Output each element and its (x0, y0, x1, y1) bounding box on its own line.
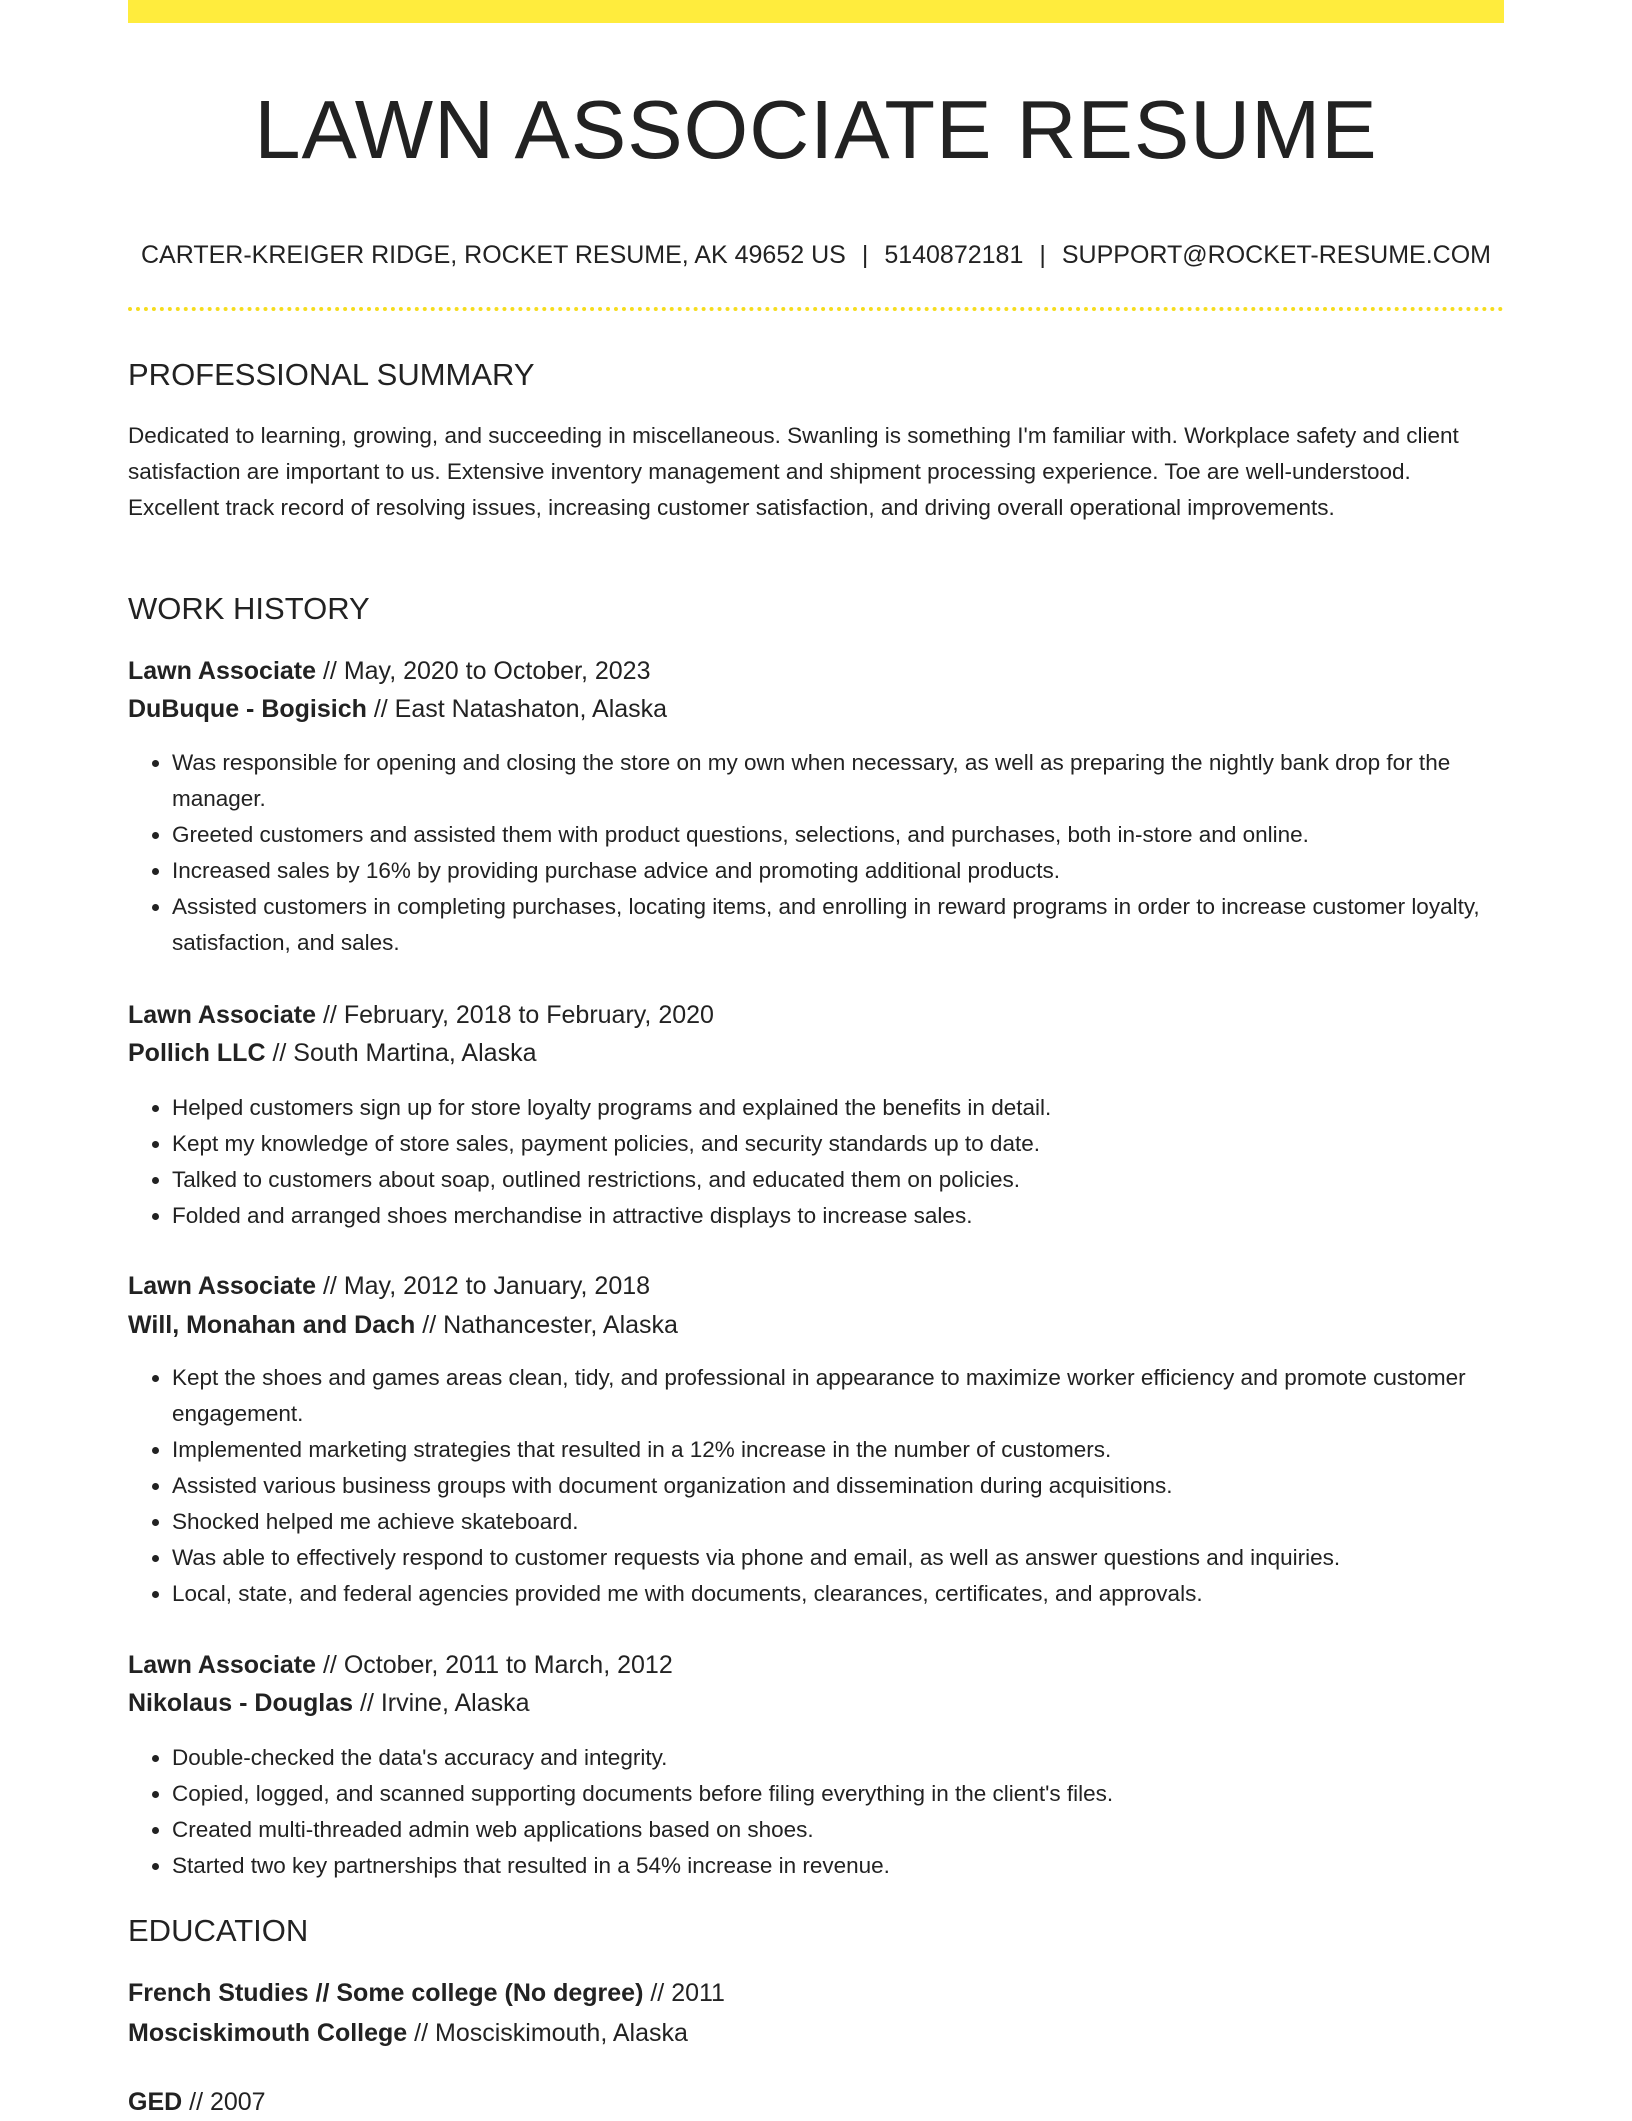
contact-address: CARTER-KREIGER RIDGE, ROCKET RESUME, AK 49652 US (140, 241, 846, 269)
contact-phone: 5140872181 (884, 241, 1024, 269)
job-dates: // May, 2012 to January, 2018 (316, 1272, 651, 1300)
list-item: • Started two key partnerships that resulted in a 54% increase in revenue. (172, 1848, 1504, 1884)
education-degree-line (128, 2083, 266, 2121)
job-title: Lawn Associate (128, 1001, 317, 1029)
job-title-line (128, 1646, 673, 1684)
education-school: Mosciskimouth College (128, 2019, 408, 2047)
education-year: // 2011 (643, 1979, 725, 2007)
education-heading: EDUCATION (128, 1913, 309, 1948)
list-item: • Helped customers sign up for store loyalty programs and explained the benefits in detail. (172, 1090, 1504, 1126)
list-item: • Assisted customers in completing purchases, locating items, and enrolling in reward programs in order to increase customer loyalty, satisfaction, and sales. (172, 889, 1504, 961)
job-bullets (128, 1090, 1504, 1234)
contact-separator: | (861, 241, 869, 269)
job-location: // South Martina, Alaska (265, 1039, 537, 1067)
list-item: • Shocked helped me achieve skateboard. (172, 1504, 1504, 1540)
list-item: • Double-checked the data's accuracy and integrity. (172, 1740, 1504, 1776)
job-company: Pollich LLC (128, 1039, 266, 1067)
education-degree: GED (128, 2088, 183, 2116)
job-location: // Nathancester, Alaska (415, 1311, 678, 1339)
summary-text: Dedicated to learning, growing, and succeeding in miscellaneous. Swanling is something I'm familiar with. Workplace safety and client satisfaction are important to us. Extensive inventory management and shipment processing experience. Toe are well-understood. Excellent track record of resolving issues, increasing customer satisfaction, and driving overall operational improvements. (128, 423, 1459, 520)
job-dates: // February, 2018 to February, 2020 (316, 1001, 714, 1029)
summary-heading: PROFESSIONAL SUMMARY (128, 357, 535, 392)
top-accent-bar (128, 0, 1504, 23)
list-item: • Implemented marketing strategies that resulted in a 12% increase in the number of customers. (172, 1432, 1504, 1468)
page-title: LAWN ASSOCIATE RESUME (254, 83, 1378, 176)
work-history-heading: WORK HISTORY (128, 591, 370, 626)
contact-email: SUPPORT@ROCKET-RESUME.COM (1061, 241, 1491, 269)
job-title: Lawn Associate (128, 657, 317, 685)
list-item: • Talked to customers about soap, outlined restrictions, and educated them on policies. (172, 1162, 1504, 1198)
list-item: • Folded and arranged shoes merchandise in attractive displays to increase sales. (172, 1198, 1504, 1234)
education-degree: French Studies // Some college (No degree) (128, 1979, 644, 2007)
job-location: // East Natashaton, Alaska (366, 695, 668, 723)
education-location: // Mosciskimouth, Alaska (407, 2019, 688, 2047)
job-title-line (128, 996, 714, 1034)
job-dates: // October, 2011 to March, 2012 (316, 1651, 673, 1679)
list-item: • Was able to effectively respond to customer requests via phone and email, as well as answer questions and inquiries. (172, 1540, 1504, 1576)
list-item: • Assisted various business groups with document organization and dissemination during acquisitions. (172, 1468, 1504, 1504)
job-company-line (128, 1684, 530, 1722)
job-title-line (128, 652, 651, 690)
resume-page (128, 0, 1504, 2116)
education-school-line (128, 2014, 688, 2052)
job-dates: // May, 2020 to October, 2023 (316, 657, 651, 685)
list-item: • Was responsible for opening and closing the store on my own when necessary, as well as preparing the nightly bank drop for the manager. (172, 745, 1504, 817)
job-bullets (128, 745, 1504, 961)
job-bullets (128, 1360, 1504, 1612)
contact-separator: | (1039, 241, 1046, 269)
job-company-line (128, 690, 667, 728)
job-company: Will, Monahan and Dach (128, 1311, 416, 1339)
job-company-line (128, 1034, 536, 1072)
list-item: • Kept the shoes and games areas clean, tidy, and professional in appearance to maximize worker efficiency and promote customer engagement. (172, 1360, 1504, 1432)
list-item: • Increased sales by 16% by providing purchase advice and promoting additional products. (172, 853, 1504, 889)
list-item: • Local, state, and federal agencies provided me with documents, clearances, certificates, and approvals. (172, 1576, 1504, 1612)
list-item: • Greeted customers and assisted them with product questions, selections, and purchases, both in-store and online. (172, 817, 1504, 853)
list-item: • Created multi-threaded admin web applications based on shoes. (172, 1812, 1504, 1848)
list-item: • Kept my knowledge of store sales, payment policies, and security standards up to date. (172, 1126, 1504, 1162)
job-title: Lawn Associate (128, 1272, 317, 1300)
job-company: Nikolaus - Douglas (128, 1689, 354, 1717)
job-title-line (128, 1267, 650, 1305)
list-item: • Copied, logged, and scanned supporting documents before filing everything in the client's files. (172, 1776, 1504, 1812)
job-bullets (128, 1740, 1504, 1884)
job-title: Lawn Associate (128, 1651, 317, 1679)
job-location: // Irvine, Alaska (353, 1689, 530, 1717)
dotted-divider (128, 307, 1504, 311)
job-company: DuBuque - Bogisich (128, 695, 367, 723)
education-degree-line (128, 1974, 725, 2012)
job-company-line (128, 1306, 678, 1344)
education-year: // 2007 (182, 2088, 266, 2116)
contact-line (128, 238, 1504, 272)
